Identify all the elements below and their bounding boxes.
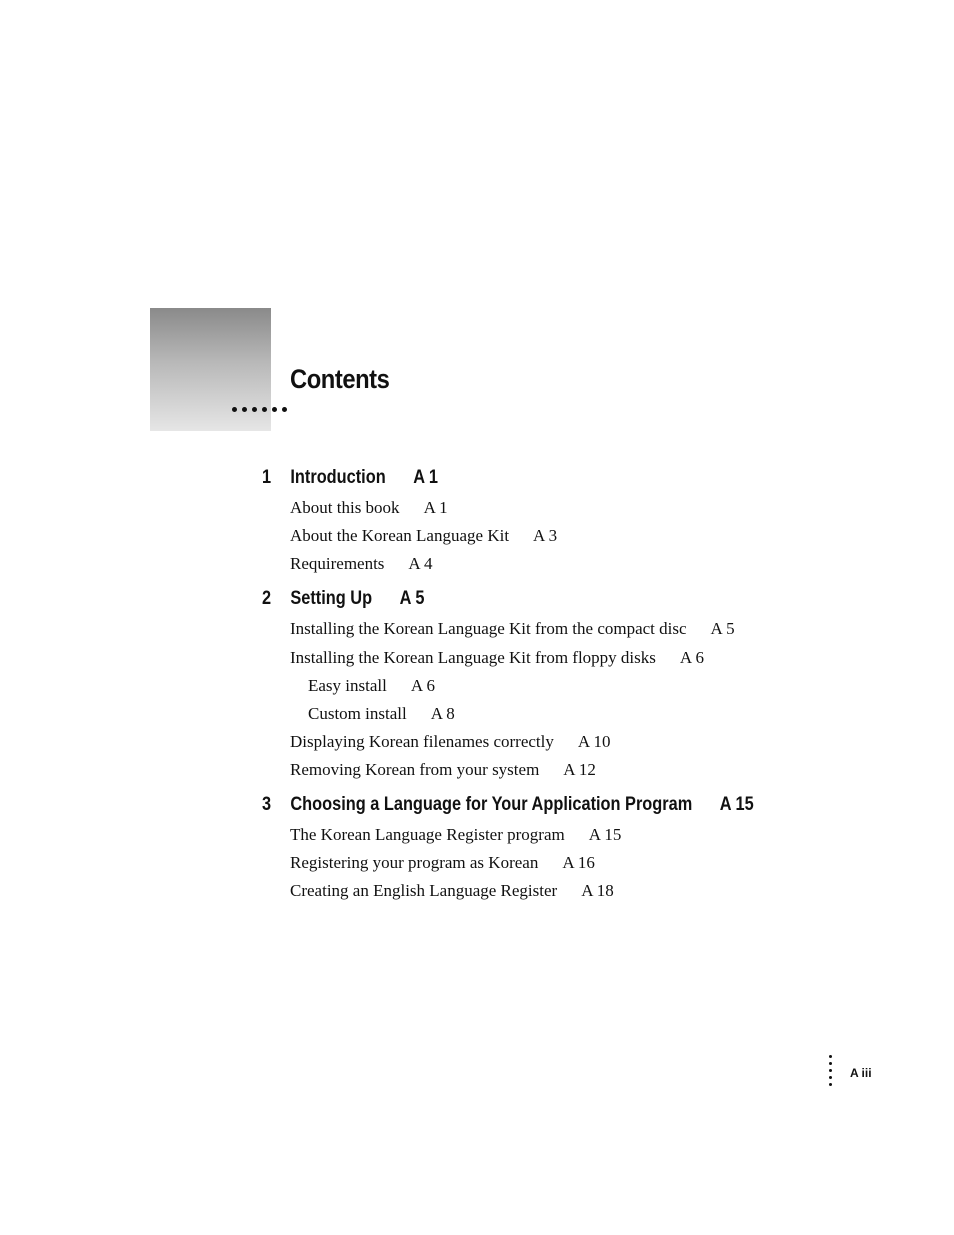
entry-page: A 1 — [423, 498, 448, 517]
toc-chapter-3[interactable] — [262, 794, 754, 816]
entry-title: Registering your program as Korean — [290, 853, 539, 872]
toc-subentry[interactable] — [308, 704, 455, 724]
toc-entry[interactable] — [290, 760, 596, 780]
entry-title: The Korean Language Register program — [290, 825, 565, 844]
entry-title: Easy install — [308, 676, 387, 695]
entry-page: A 8 — [430, 704, 455, 723]
chapter-tab-block — [150, 308, 271, 431]
toc-entry[interactable] — [290, 881, 614, 901]
toc-entry[interactable] — [290, 554, 433, 574]
entry-page: A 6 — [410, 676, 435, 695]
toc-subentry[interactable] — [308, 676, 435, 696]
entry-title: About this book — [290, 498, 400, 517]
entry-title: Custom install — [308, 704, 407, 723]
entry-title: Removing Korean from your system — [290, 760, 540, 779]
entry-page: A 10 — [577, 732, 611, 751]
rule-dot — [829, 1055, 832, 1058]
entry-title: Creating an English Language Register — [290, 881, 558, 900]
chapter-number: 2 — [262, 588, 272, 609]
toc-chapter-2[interactable] — [262, 588, 424, 610]
toc-entry[interactable] — [290, 619, 735, 639]
toc-entry[interactable] — [290, 732, 610, 752]
chapter-page: A 15 — [719, 794, 754, 815]
page-folio: A iii — [850, 1066, 872, 1080]
toc-entry[interactable] — [290, 526, 557, 546]
chapter-number: 3 — [262, 794, 272, 815]
rule-dot — [232, 407, 237, 412]
chapter-number: 1 — [262, 467, 272, 488]
rule-dot — [242, 407, 247, 412]
rule-dot — [282, 407, 287, 412]
entry-page: A 18 — [581, 881, 614, 900]
toc-entry[interactable] — [290, 825, 621, 845]
entry-page: A 5 — [710, 619, 735, 638]
toc-entry[interactable] — [290, 648, 704, 668]
rule-dot — [262, 407, 267, 412]
entry-page: A 6 — [679, 648, 704, 667]
entry-title: Displaying Korean filenames correctly — [290, 732, 554, 751]
rule-dot — [252, 407, 257, 412]
entry-page: A 16 — [562, 853, 595, 872]
folio-dot-rule — [829, 1055, 832, 1086]
chapter-title: Choosing a Language for Your Application Program — [290, 794, 693, 815]
rule-dot — [272, 407, 277, 412]
rule-dot — [829, 1076, 832, 1079]
rule-dot — [829, 1062, 832, 1065]
chapter-page: A 1 — [413, 467, 439, 488]
entry-page: A 12 — [563, 760, 596, 779]
toc-entry[interactable] — [290, 853, 595, 873]
entry-page: A 15 — [588, 825, 622, 844]
toc-entry[interactable] — [290, 498, 448, 518]
rule-dot — [829, 1069, 832, 1072]
entry-title: Installing the Korean Language Kit from floppy disks — [290, 648, 656, 667]
page-title: Contents — [290, 364, 390, 394]
entry-title: Requirements — [290, 554, 385, 573]
chapter-title: Introduction — [290, 467, 386, 488]
toc-chapter-1[interactable] — [262, 467, 438, 489]
rule-dot — [829, 1083, 832, 1086]
chapter-title: Setting Up — [290, 588, 373, 609]
entry-title: About the Korean Language Kit — [290, 526, 510, 545]
title-dot-rule — [232, 407, 287, 412]
chapter-page: A 5 — [399, 588, 425, 609]
entry-page: A 4 — [408, 554, 433, 573]
entry-page: A 3 — [533, 526, 558, 545]
entry-title: Installing the Korean Language Kit from the compact disc — [290, 619, 687, 638]
